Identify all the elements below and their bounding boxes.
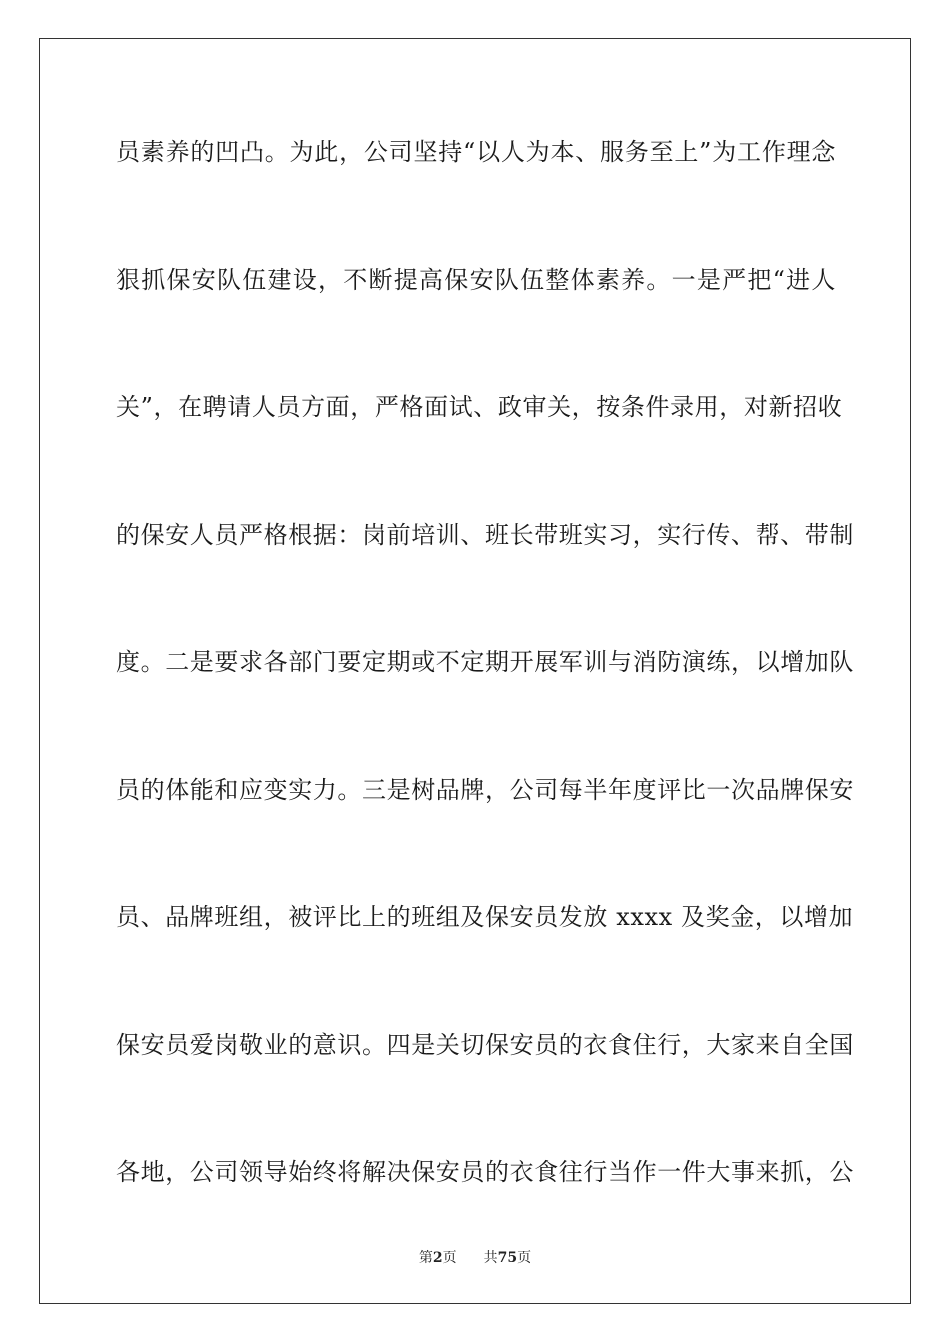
total-prefix: 共 — [483, 1250, 498, 1266]
text-line-9: 各地，公司领导始终将解决保安员的衣食往行当作一件大事来抓，公 — [116, 1158, 854, 1186]
text-line-2: 狠抓保安队伍建设，不断提高保安队伍整体素养。一是严把“进人 — [116, 265, 836, 294]
page-suffix: 页 — [442, 1250, 457, 1266]
page-footer — [0, 1247, 950, 1267]
total-suffix: 页 — [517, 1250, 532, 1266]
text-line-8: 保安员爱岗敬业的意识。四是关切保安员的衣食住行，大家来自全国 — [116, 1030, 854, 1059]
text-line-7: 员、品牌班组，被评比上的班组及保安员发放 xxxx 及奖金，以增加 — [116, 903, 854, 931]
text-line-4: 的保安人员严格根据：岗前培训、班长带班实习，实行传、帮、带制 — [116, 520, 854, 549]
text-line-6: 员的体能和应变实力。三是树品牌，公司每半年度评比一次品牌保安 — [116, 775, 854, 804]
page-number: 2 — [432, 1250, 443, 1266]
document-body — [116, 120, 854, 1268]
text-line-5: 度。二是要求各部门要定期或不定期开展军训与消防演练，以增加队 — [116, 648, 854, 676]
total-pages: 75 — [497, 1250, 518, 1266]
text-line-1: 员素养的凹凸。为此，公司坚持“以人为本、服务至上”为工作理念 — [116, 138, 836, 166]
text-line-3: 关”，在聘请人员方面，严格面试、政审关，按条件录用，对新招收 — [116, 393, 843, 421]
page-prefix: 第 — [418, 1250, 433, 1266]
